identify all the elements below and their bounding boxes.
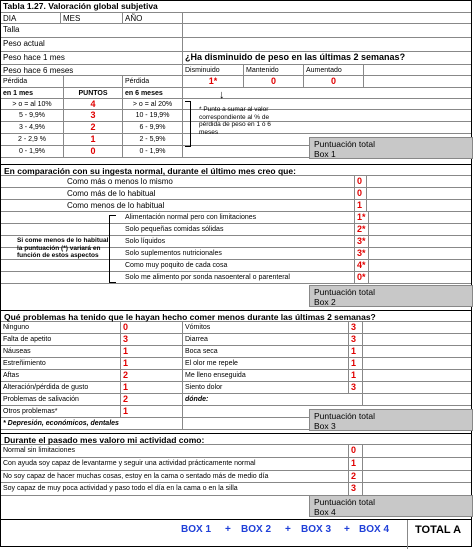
talla-row [1,24,471,38]
s3-left-score: 2 [121,370,183,381]
s1-question: ¿Ha disminuido de peso en las últimas 2 semanas? [185,52,406,62]
s3-left-score: 1 [121,358,183,369]
s3-right-score: 3 [349,334,363,345]
perdida-1m: 0 - 1,9% [1,146,64,157]
perdida-6m: 10 - 19,9% [123,110,183,121]
s2-item-label[interactable]: Como más de lo habitual [65,188,355,199]
perdida-puntos: 4 [64,99,123,109]
s3-left-label[interactable]: Falta de apetito [1,334,121,345]
s2-total-box [309,285,473,307]
s3-right-score: 1 [349,370,363,381]
s4-question: Durante el pasado mes valoro mi actividad como: [1,433,471,445]
s2-subitem-score: 3* [355,236,369,247]
s3-right-score: 1 [349,358,363,369]
s3-left-label[interactable]: Estreñimiento [1,358,121,369]
peso-1m-field[interactable]: Peso hace 1 mes [1,52,183,64]
perdida-puntos: 1 [64,134,123,145]
s1-note: * Punto a sumar al valor correspondiente al % de pérdida de peso en 1 ó 6 meses [199,106,271,136]
s2-subitem-label[interactable]: Solo me alimento por sonda nasoenteral o parenteral [123,272,355,283]
col-puntos: PUNTOS [64,88,123,98]
s2-item [1,176,471,188]
s3-row [1,358,471,370]
table-title: Tabla 1.27. Valoración global subjetiva [3,1,158,11]
s3-row [1,346,471,358]
peso-actual-row [1,38,471,52]
s3-left-label[interactable]: Alteración/pérdida de gusto [1,382,121,393]
peso-1m-row [1,52,471,65]
footer-box2: BOX 2 [241,524,272,535]
s3-right-score: 3 [349,322,363,333]
s3-right-score: 1 [349,346,363,357]
s3-right-score: 3 [349,382,363,393]
s2-subitem-score: 2* [355,224,369,235]
s4-item-score: 0 [349,445,363,457]
s4-item-score: 2 [349,471,363,482]
s3-row [1,370,471,382]
s2-question: En comparación con su ingesta normal, durante el último mes creo que: [1,164,471,176]
footer-plus: + [225,524,231,535]
s3-right-label[interactable]: El olor me repele [183,358,349,369]
s2-note: Si come menos de lo habitual la puntuación (*) variará en función de estos aspectos [17,237,109,259]
s2-item-label[interactable]: Como menos de lo habitual [65,200,355,211]
talla-field[interactable]: Talla [1,24,183,37]
opt-mantenido[interactable]: Mantenido [244,65,304,75]
s4-item [1,471,471,483]
s4-item-score: 3 [349,483,363,495]
peso-actual-field[interactable]: Peso actual [1,38,183,51]
s3-right-label[interactable]: Siento dolor [183,382,349,393]
s4-item-label[interactable]: No soy capaz de hacer muchas cosas, estoy en la cama o sentado más de medio día [1,471,349,482]
score-mantenido: 0 [244,76,304,87]
s3-right-label[interactable]: Diarrea [183,334,349,345]
s3-left-label[interactable]: Aftas [1,370,121,381]
s4-item [1,458,471,471]
s2-subitem-score: 0* [355,272,369,283]
footer-box1: BOX 1 [181,524,212,535]
s2-subitem-label[interactable]: Solo líquidos [123,236,355,247]
score-aumentado: 0 [304,76,364,87]
perdida-puntos: 2 [64,122,123,133]
s3-row [1,382,471,394]
s2-subitem-label[interactable]: Como muy poquito de cada cosa [123,260,355,271]
s2-subitem [1,272,471,284]
s3-left-score: 1 [121,346,183,357]
s3-left-score: 1 [121,382,183,393]
col-mes-1: en 1 mes [1,88,64,98]
footer-plus: + [344,524,350,535]
date-row [1,13,471,24]
s2-item-label[interactable]: Como más o menos lo mismo [65,176,355,187]
opt-disminuido[interactable]: Disminuido [183,65,244,75]
arrow-down-icon: ↓ [219,89,225,101]
perdida-1m: 2 - 2,9 % [1,134,64,145]
s3-left-score: 3 [121,334,183,345]
s4-item-score: 1 [349,458,363,470]
s3-left-label[interactable]: Náuseas [1,346,121,357]
s4-total-label: Puntuación total [314,497,375,507]
perdida-6m: 0 - 1,9% [123,146,183,157]
footer-divider [407,520,408,549]
s2-subitem [1,260,471,272]
s1-total-label: Puntuación total [314,139,375,149]
dia-label: DIA [1,13,61,23]
bracket-icon [109,215,116,283]
s2-subitem-label[interactable]: Solo suplementos nutricionales [123,248,355,259]
s2-item-score: 0 [355,176,367,187]
s2-item-score: 1 [355,200,367,211]
s4-item [1,445,471,458]
s2-subitem-score: 4* [355,260,369,271]
s2-total-label: Puntuación total [314,287,375,297]
peso-6m-field[interactable]: Peso hace 6 meses [1,65,183,75]
s2-item [1,188,471,200]
footer-plus: + [285,524,291,535]
col-mes-6: en 6 meses [123,88,183,98]
s2-subitem-label[interactable]: Alimentación normal pero con limitaciones [123,212,355,223]
perdida-6m: > o = al 20% [123,99,183,109]
perdida-1m: 5 - 9,9% [1,110,64,121]
col-perdida-1: Pérdida [1,76,64,87]
s4-box-label: Box 4 [314,507,336,517]
s2-subitem [1,224,471,236]
s3-left-score: 0 [121,322,183,333]
perdida-puntos: 3 [64,110,123,121]
s2-item [1,200,471,212]
footer-total: TOTAL A [415,524,462,536]
s3-box-label: Box 3 [314,421,336,431]
s4-item-label[interactable]: Con ayuda soy capaz de levantarme y seguir una actividad prácticamente normal [1,458,349,470]
perdida-puntos: 0 [64,146,123,157]
s3-total-box [309,409,473,431]
perdida-head-row [1,76,471,88]
s3-donde-label[interactable]: dónde: [183,394,363,405]
col-empty [64,76,123,87]
perdida-6m: 6 - 9,9% [123,122,183,133]
s3-row [1,334,471,346]
s3-row [1,322,471,334]
s2-item-score: 0 [355,188,367,199]
header-row [1,1,471,13]
peso-6m-row [1,65,471,76]
s3-right-label[interactable]: Boca seca [183,346,349,357]
mes-label: MES [61,13,123,23]
s2-subitem [1,212,471,224]
s3-right-label[interactable]: Me lleno enseguida [183,370,349,381]
s4-item-label[interactable]: Normal sin limitaciones [1,445,349,457]
perdida-1m: > o = al 10% [1,99,64,109]
ano-label: AÑO [123,13,183,23]
opt-aumentado[interactable]: Aumentado [304,65,364,75]
s3-left-label[interactable]: Ninguno [1,322,121,333]
perdida-6m: 2 - 5,9% [123,134,183,145]
footer-box4: BOX 4 [359,524,390,535]
s2-box-label: Box 2 [314,297,336,307]
s3-total-label: Puntuación total [314,411,375,421]
s3-question: Qué problemas ha tenido que le hayan hecho comer menos durante las últimas 2 semanas? [1,310,471,322]
score-disminuido: 1* [183,76,244,87]
s4-item-label[interactable]: Soy capaz de muy poca actividad y paso todo el día en la cama o en la silla [1,483,349,495]
s2-subitem-label[interactable]: Solo pequeñas comidas sólidas [123,224,355,235]
perdida-1m: 3 - 4,9% [1,122,64,133]
col-perdida-6: Pérdida [123,76,183,87]
s3-left-label[interactable]: Problemas de salivación [1,394,121,405]
bracket-icon [185,101,191,147]
s2-subitem-score: 1* [355,212,369,223]
s3-row [1,394,471,406]
s1-total-box [309,137,473,159]
s4-total-box [309,495,473,517]
s3-left-label[interactable]: Otros problemas* [1,406,121,417]
s3-right-label[interactable]: Vómitos [183,322,349,333]
perdida-head-row-2 [1,88,471,99]
s2-subitem-score: 3* [355,248,369,259]
s3-left-score: 1 [121,406,183,417]
s1-box-label: Box 1 [314,149,336,159]
footer-row [1,519,471,549]
s3-left-score: 2 [121,394,183,405]
s3-footnote: * Depresión, económicos, dentales [1,418,183,429]
footer-box3: BOX 3 [301,524,332,535]
